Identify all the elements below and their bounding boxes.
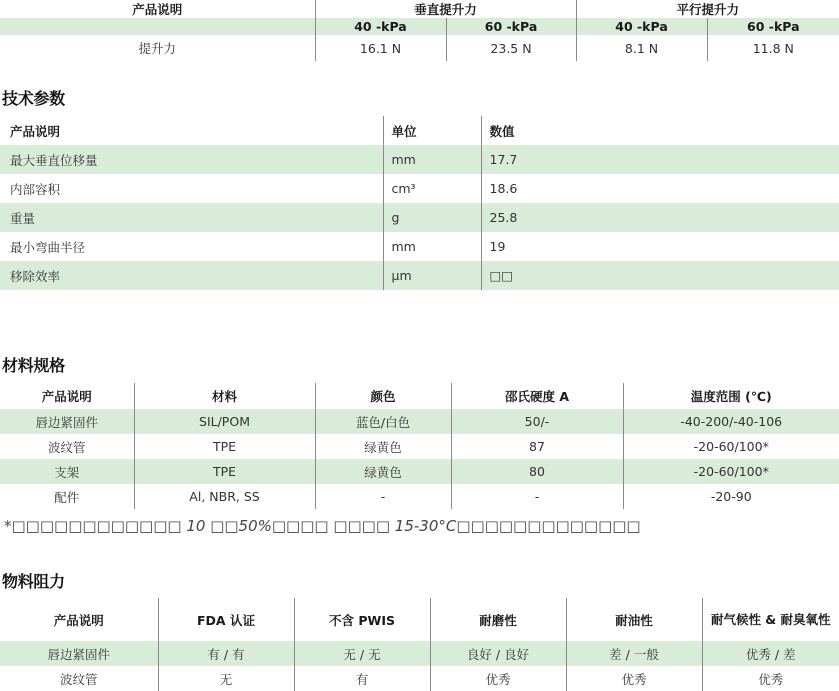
tech-header-product: 产品说明 bbox=[10, 123, 61, 139]
material-header-hardness: 邵氏硬度 A bbox=[451, 383, 623, 409]
table-row-label: 重量 bbox=[10, 210, 36, 226]
table-row-label: 最大垂直位移量 bbox=[10, 152, 98, 168]
tech-header-value: 数值 bbox=[481, 116, 839, 145]
lift-header-40kpa-vertical: 40 -kPa bbox=[315, 18, 446, 35]
table-row-label: 唇边紧固件 bbox=[47, 646, 110, 662]
table-cell-color: 蓝色/白色 bbox=[315, 409, 451, 434]
lift-header-40kpa-parallel: 40 -kPa bbox=[576, 18, 707, 35]
table-cell-hardness: 87 bbox=[451, 434, 623, 459]
table-row-label: 内部容积 bbox=[10, 181, 61, 197]
table-cell-color: 绿黄色 bbox=[315, 434, 451, 459]
resistance-header-fda: FDA 认证 bbox=[158, 598, 294, 641]
table-cell-value: 25.8 bbox=[481, 203, 839, 232]
lift-header-60kpa-vertical: 60 -kPa bbox=[446, 18, 576, 35]
resistance-table bbox=[0, 598, 839, 691]
lift-value: 23.5 N bbox=[446, 35, 576, 61]
lift-value: 11.8 N bbox=[707, 35, 839, 61]
table-cell-temp: -20-60/100* bbox=[623, 434, 839, 459]
lift-header-vertical: 垂直提升力 bbox=[315, 0, 576, 18]
table-cell-material: SIL/POM bbox=[134, 409, 315, 434]
table-cell-pwis: 无 / 无 bbox=[294, 641, 430, 666]
material-header-material: 材料 bbox=[134, 383, 315, 409]
table-cell-unit: mm bbox=[383, 145, 481, 174]
table-cell-color: - bbox=[315, 484, 451, 509]
lift-value: 8.1 N bbox=[576, 35, 707, 61]
table-cell-weather: 优秀 bbox=[702, 666, 839, 691]
table-cell-fda: 无 bbox=[158, 666, 294, 691]
table-cell-wear: 良好 / 良好 bbox=[430, 641, 566, 666]
table-cell-material: Al, NBR, SS bbox=[134, 484, 315, 509]
resistance-header-wear: 耐磨性 bbox=[430, 598, 566, 641]
table-cell-temp: -40-200/-40-106 bbox=[623, 409, 839, 434]
lift-header-parallel: 平行提升力 bbox=[576, 0, 839, 18]
table-cell-color: 绿黄色 bbox=[315, 459, 451, 484]
table-cell-unit: μm bbox=[383, 261, 481, 290]
table-cell-value: □□ bbox=[481, 261, 839, 290]
resistance-header-product: 产品说明 bbox=[53, 612, 104, 628]
table-row-label: 最小弯曲半径 bbox=[10, 239, 86, 255]
table-cell-unit: mm bbox=[383, 232, 481, 261]
material-header-temp: 温度范围 (℃) bbox=[623, 383, 839, 409]
table-cell-value: 19 bbox=[481, 232, 839, 261]
table-cell-fda: 有 / 有 bbox=[158, 641, 294, 666]
lift-value: 16.1 N bbox=[315, 35, 446, 61]
material-footnote: *□□□□□□□□□□□□ 10 □□50%□□□□ □□□□ 15-30°C□□□□□□□□□□□□□ bbox=[4, 517, 641, 535]
resistance-header-oil: 耐油性 bbox=[566, 598, 702, 641]
table-cell-hardness: 80 bbox=[451, 459, 623, 484]
material-spec-table bbox=[0, 383, 839, 509]
table-cell-material: TPE bbox=[134, 459, 315, 484]
table-cell-oil: 优秀 bbox=[566, 666, 702, 691]
tech-header-unit: 单位 bbox=[383, 116, 481, 145]
resistance-header-pwis: 不含 PWIS bbox=[294, 598, 430, 641]
material-section-title: 材料规格 bbox=[2, 356, 65, 375]
tech-section-title: 技术参数 bbox=[2, 89, 65, 108]
table-row-label: 波纹管 bbox=[47, 439, 86, 455]
table-cell-wear: 优秀 bbox=[430, 666, 566, 691]
material-header-color: 颜色 bbox=[315, 383, 451, 409]
table-row-label: 波纹管 bbox=[59, 671, 98, 687]
lift-header-product: 产品说明 bbox=[132, 2, 183, 17]
resistance-section-title: 物料阻力 bbox=[2, 572, 65, 591]
table-cell-unit: cm³ bbox=[383, 174, 481, 203]
table-row-label: 配件 bbox=[54, 489, 80, 505]
material-header-product: 产品说明 bbox=[41, 389, 92, 404]
table-cell-unit: g bbox=[383, 203, 481, 232]
resistance-header-weather: 耐气候性 & 耐臭氧性 bbox=[702, 598, 839, 641]
table-row-label: 支架 bbox=[54, 464, 80, 480]
table-cell-material: TPE bbox=[134, 434, 315, 459]
table-cell-weather: 优秀 / 差 bbox=[702, 641, 839, 666]
table-row-label: 移除效率 bbox=[10, 268, 61, 284]
tech-params-table bbox=[0, 116, 839, 290]
lift-row-label: 提升力 bbox=[138, 41, 176, 56]
table-row-label: 唇边紧固件 bbox=[35, 414, 98, 430]
table-cell-hardness: - bbox=[451, 484, 623, 509]
table-cell-oil: 差 / 一般 bbox=[566, 641, 702, 666]
table-cell-hardness: 50/- bbox=[451, 409, 623, 434]
table-cell-temp: -20-90 bbox=[623, 484, 839, 509]
table-cell-value: 18.6 bbox=[481, 174, 839, 203]
table-cell-temp: -20-60/100* bbox=[623, 459, 839, 484]
table-cell-pwis: 有 bbox=[294, 666, 430, 691]
lift-header-60kpa-parallel: 60 -kPa bbox=[707, 18, 839, 35]
table-cell-value: 17.7 bbox=[481, 145, 839, 174]
lift-force-table bbox=[0, 0, 839, 61]
